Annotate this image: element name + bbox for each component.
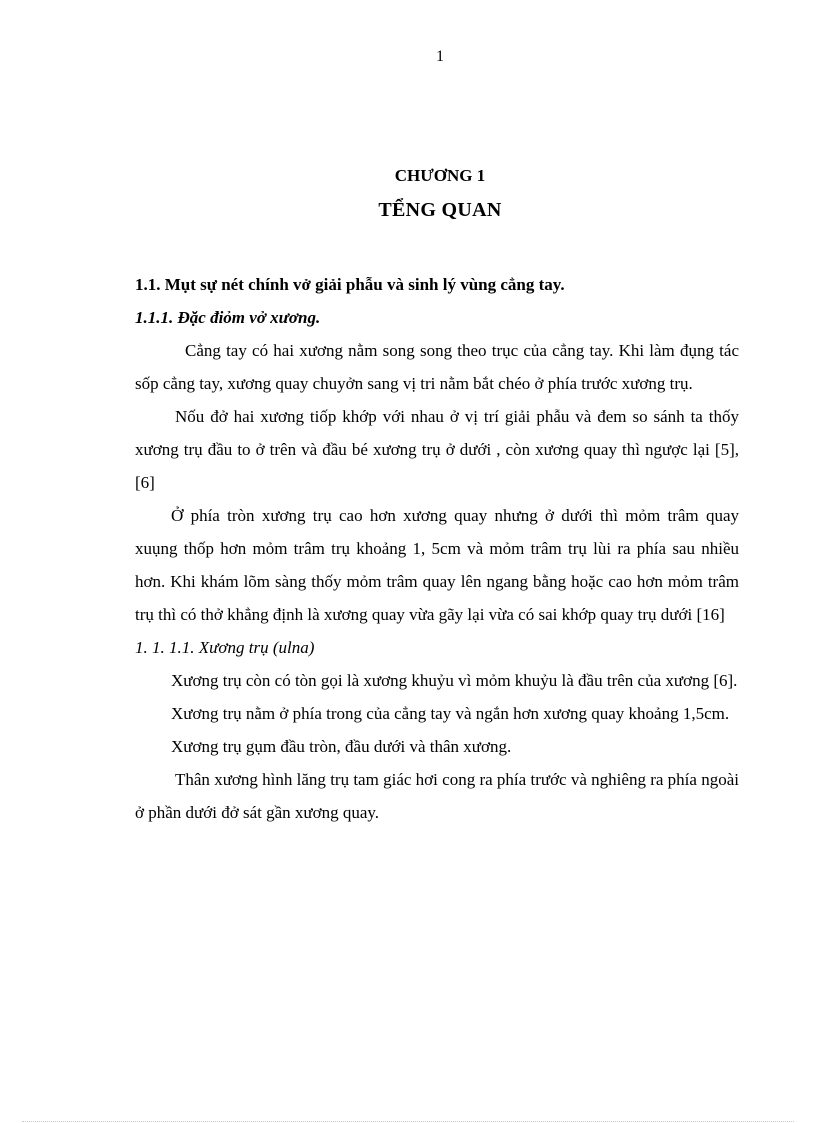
paragraph: Ở phía tròn xương trụ cao hơn xương quay nhưng ở dưới thì mỏm trâm quay xuụng thốp hơn mỏm trâm trụ khoảng 1, 5cm và mỏm trâm trụ lùi ra phía sau nhiều hơn. Khi khám lõm sàng thốy mỏm trâm quay lên ngang bằng hoặc cao hơn mỏm trâm trụ thì có thở khẳng định là xương quay vừa gãy lại vừa có sai khớp quay trụ dưới [16] — [135, 506, 739, 624]
paragraph: Xương trụ còn có tòn gọi là xương khuỷu vì mỏm khuỷu là đầu trên của xương [6]. — [171, 671, 738, 690]
chapter-title: TỂNG QUAN — [378, 199, 502, 221]
subsubsection-heading: 1. 1. 1.1. Xương trụ (ulna) — [135, 638, 315, 657]
paragraph: Xương trụ gụm đầu tròn, đầu dưới và thân xương. — [171, 737, 512, 756]
paragraph: Cẳng tay có hai xương nằm song song theo trục của cẳng tay. Khi làm đụng tác sốp cẳng tay, xương quay chuyởn sang vị tri nằm bắt chéo ở phía trước xương trụ. — [135, 341, 739, 393]
chapter-label: CHƯƠNG 1 — [394, 166, 486, 185]
paragraph: Xương trụ nằm ở phía trong của cẳng tay và ngắn hơn xương quay khoảng 1,5cm. — [171, 704, 730, 723]
paragraph: Nốu đở hai xương tiốp khớp với nhau ở vị trí giải phẫu và đem so sánh ta thốy xương trụ đầu to ở trên và đầu bé xương trụ ở dưới , còn xương quay thì ngược lại [5], [6] — [135, 407, 739, 492]
subsection-heading: 1.1.1. Đặc điỏm vở xương. — [135, 308, 321, 327]
document-body — [135, 268, 739, 829]
page-number: 1 — [436, 48, 444, 65]
section-heading: 1.1. Mụt sự nét chính vở giải phẫu và sinh lý vùng cẳng tay. — [135, 275, 565, 294]
page-bottom-divider — [22, 1121, 794, 1122]
paragraph: Thân xương hình lăng trụ tam giác hơi cong ra phía trước và nghiêng ra phía ngoài ở phần dưới đở sát gần xương quay. — [135, 770, 739, 822]
